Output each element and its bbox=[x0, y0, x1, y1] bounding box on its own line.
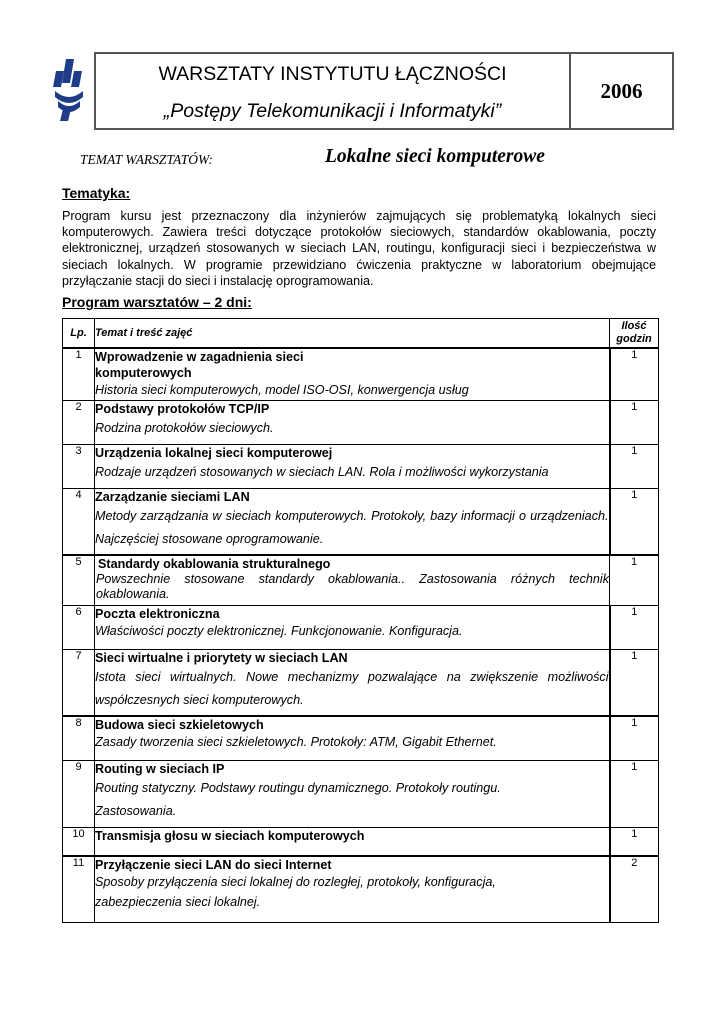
row-title: Poczta elektroniczna bbox=[95, 606, 220, 621]
row-hours: 1 bbox=[610, 400, 659, 444]
program-heading: Program warsztatów – 2 dni: bbox=[62, 294, 252, 310]
row-hours: 1 bbox=[610, 760, 659, 827]
row-hours: 1 bbox=[610, 716, 659, 760]
row-number: 9 bbox=[63, 760, 95, 827]
row-description: Historia sieci komputerowych, model ISO-OSI, konwergencja usług bbox=[95, 383, 469, 397]
row-title: Standardy okablowania strukturalnego bbox=[98, 557, 331, 571]
row-number: 6 bbox=[63, 605, 95, 649]
row-number: 10 bbox=[63, 827, 95, 856]
row-title: Budowa sieci szkieletowych bbox=[95, 718, 264, 732]
row-number: 3 bbox=[63, 444, 95, 488]
row-title: Routing w sieciach IP bbox=[95, 761, 225, 776]
table-header-row bbox=[63, 319, 659, 349]
header-title-cell bbox=[96, 54, 571, 128]
row-topic bbox=[95, 649, 610, 716]
topic-value: Lokalne sieci komputerowe bbox=[325, 146, 545, 167]
institute-logo-icon bbox=[52, 57, 86, 123]
row-description: Istota sieci wirtualnych. Nowe mechanizmy pozwalające na zwiększenie możliwości współczesnych sieci komputerowych. bbox=[95, 669, 609, 707]
row-title: Sieci wirtualne i priorytety w sieciach LAN bbox=[95, 650, 348, 665]
row-title: Zarządzanie sieciami LAN bbox=[95, 489, 250, 504]
row-title: Transmisja głosu w sieciach komputerowych bbox=[95, 828, 365, 843]
row-number: 2 bbox=[63, 400, 95, 444]
table-row bbox=[63, 716, 659, 760]
row-hours: 1 bbox=[610, 444, 659, 488]
row-title: Podstawy protokołów TCP/IP bbox=[95, 401, 270, 416]
row-description: Rodzaje urządzeń stosowanych w sieciach LAN. Rola i możliwości wykorzystania bbox=[95, 464, 549, 479]
table-row bbox=[63, 488, 659, 555]
header-title: WARSZTATY INSTYTUTU ŁĄCZNOŚCI bbox=[158, 63, 507, 85]
row-topic bbox=[95, 605, 610, 649]
row-topic bbox=[95, 827, 610, 856]
table-row bbox=[63, 348, 659, 400]
row-description: Powszechnie stosowane standardy okablowania.. Zastosowania różnych technik okablowania. bbox=[96, 572, 609, 601]
row-number: 5 bbox=[63, 555, 95, 605]
table-row bbox=[63, 827, 659, 856]
table-row bbox=[63, 555, 659, 605]
row-description: Sposoby przyłączenia sieci lokalnej do rozległej, protokoły, konfiguracja, bbox=[95, 875, 496, 889]
row-description: Rodzina protokołów sieciowych. bbox=[95, 420, 274, 435]
row-number: 4 bbox=[63, 488, 95, 555]
row-hours: 1 bbox=[610, 605, 659, 649]
column-header-topic: Temat i treść zajęć bbox=[95, 319, 610, 349]
row-number: 8 bbox=[63, 716, 95, 760]
row-number: 1 bbox=[63, 348, 95, 400]
topic-label: TEMAT WARSZTATÓW: bbox=[80, 152, 213, 167]
table-row bbox=[63, 605, 659, 649]
row-topic bbox=[95, 488, 610, 555]
table-row bbox=[63, 760, 659, 827]
table-row bbox=[63, 444, 659, 488]
tematyka-heading: Tematyka: bbox=[62, 185, 131, 201]
table-row bbox=[63, 400, 659, 444]
row-description: Właściwości poczty elektronicznej. Funkcjonowanie. Konfiguracja. bbox=[95, 623, 463, 638]
column-header-hours-line2: godzin bbox=[616, 333, 652, 345]
row-title: Przyłączenie sieci LAN do sieci Internet bbox=[95, 858, 332, 872]
table-row bbox=[63, 649, 659, 716]
column-header-hours bbox=[610, 319, 659, 349]
row-hours: 1 bbox=[610, 827, 659, 856]
row-topic bbox=[95, 555, 610, 605]
row-hours: 1 bbox=[610, 348, 659, 400]
row-hours: 1 bbox=[610, 555, 659, 605]
row-number: 11 bbox=[63, 856, 95, 922]
row-topic bbox=[95, 444, 610, 488]
row-topic bbox=[95, 348, 610, 400]
header-subtitle: „Postępy Telekomunikacji i Informatyki” bbox=[163, 100, 502, 122]
row-title: Wprowadzenie w zagadnienia sieci bbox=[95, 350, 304, 364]
table-row bbox=[63, 856, 659, 922]
column-header-hours-line1: Ilość bbox=[621, 320, 647, 332]
header-year: 2006 bbox=[600, 79, 643, 103]
row-description: Zasady tworzenia sieci szkieletowych. Protokoły: ATM, Gigabit Ethernet. bbox=[95, 735, 497, 749]
row-title: Urządzenia lokalnej sieci komputerowej bbox=[95, 445, 333, 460]
row-description: Routing statyczny. Podstawy routingu dynamicznego. Protokoły routingu. bbox=[95, 780, 501, 795]
row-hours: 1 bbox=[610, 488, 659, 555]
program-table bbox=[62, 318, 659, 923]
row-topic bbox=[95, 856, 610, 922]
row-title-continued: komputerowych bbox=[95, 366, 192, 380]
row-topic bbox=[95, 400, 610, 444]
row-description-continued: zabezpieczenia sieci lokalnej. bbox=[95, 895, 261, 909]
row-number: 7 bbox=[63, 649, 95, 716]
row-hours: 2 bbox=[610, 856, 659, 922]
row-hours: 1 bbox=[610, 649, 659, 716]
column-header-lp: Lp. bbox=[63, 319, 95, 349]
tematyka-text: Program kursu jest przeznaczony dla inżynierów zajmujących się problematyką lokalnych sieci komputerowych. Zawiera treści dotyczące protokołów sieciowych, standardów okablowania, poczty elektronicznej, urządzeń stosowanych w sieciach LAN, routingu, konfiguracji sieci i bezpieczeństwa w sieciach lokalnych. W programie przewidziano ćwiczenia praktyczne w laboratorium obejmujące przyłączanie stacji do sieci i instalację oprogramowania. bbox=[62, 209, 656, 288]
row-description: Metody zarządzania w sieciach komputerowych. Protokoły, bazy informacji o urządzeniach. Najczęściej stosowane oprogramowanie. bbox=[95, 508, 609, 546]
row-topic bbox=[95, 760, 610, 827]
header-box bbox=[94, 52, 674, 130]
row-topic bbox=[95, 716, 610, 760]
row-description-continued: Zastosowania. bbox=[95, 803, 177, 818]
